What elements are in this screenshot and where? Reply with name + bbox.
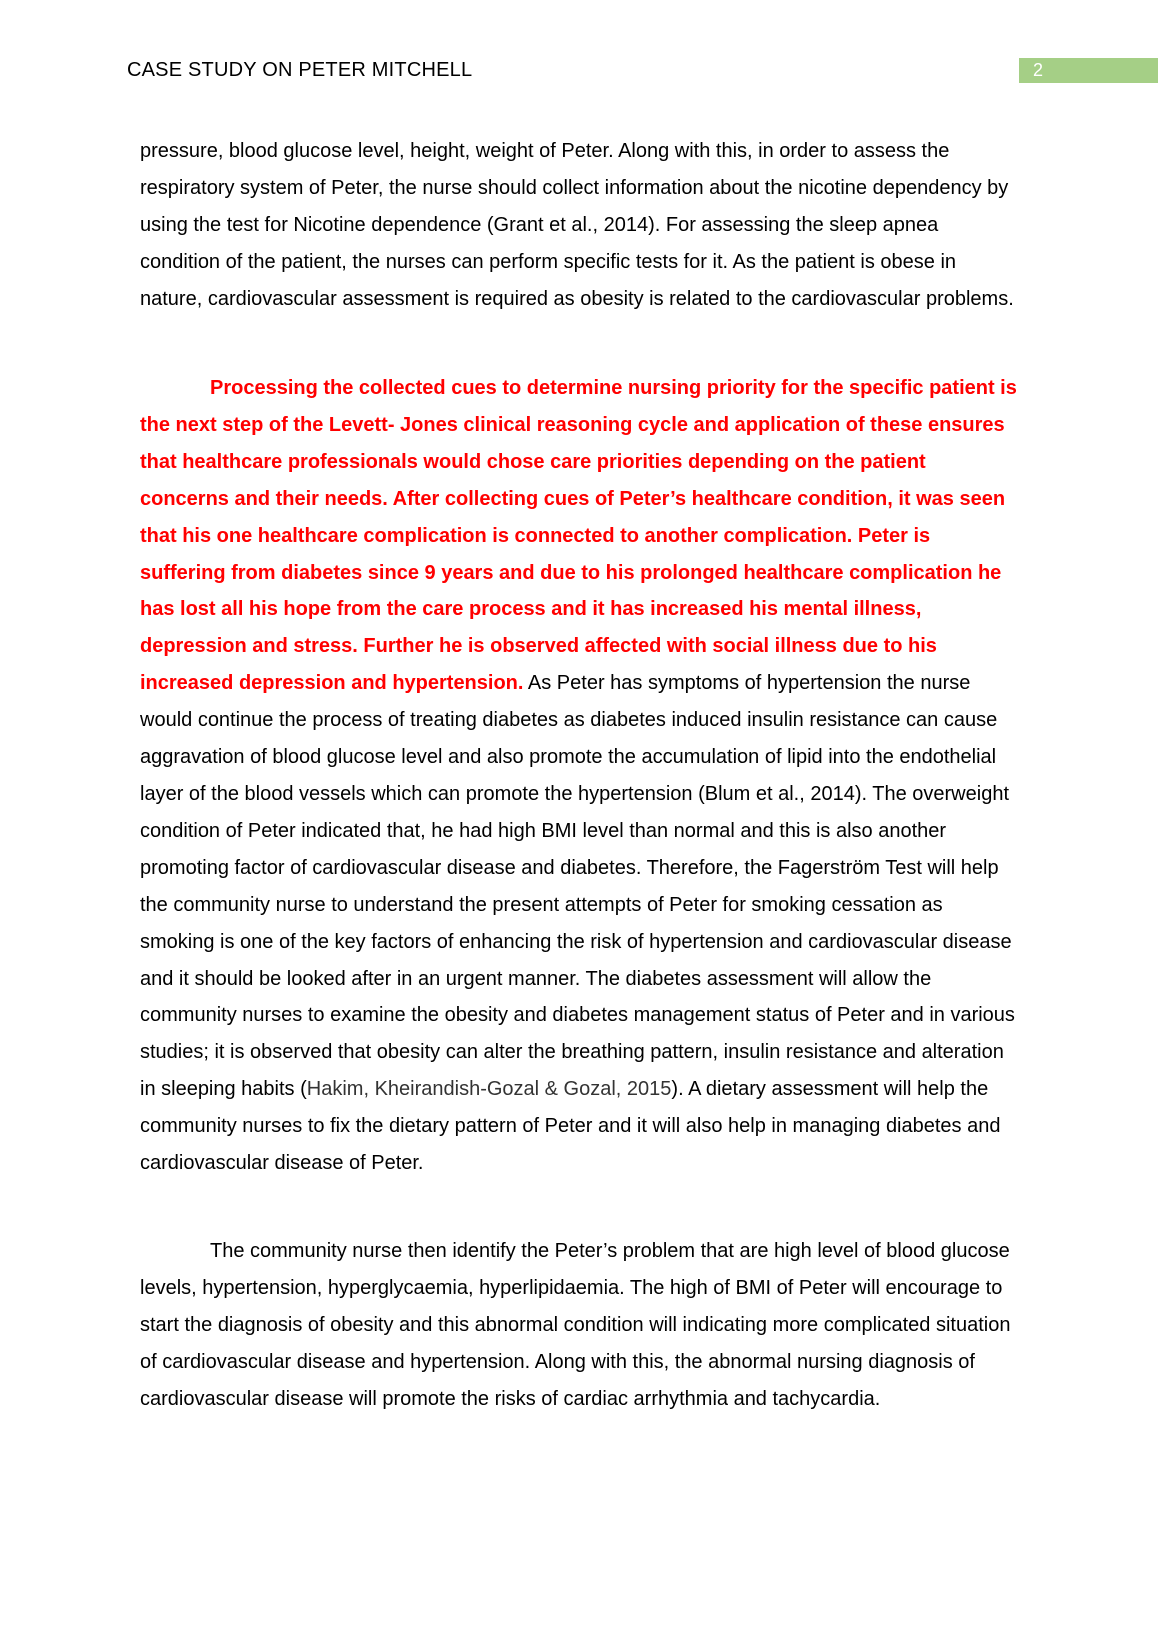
page-number: 2 [1033, 60, 1044, 80]
paragraph-3-text: The community nurse then identify the Peter’s problem that are high level of blood glucose levels, hypertension, hyperglycaemia, hyperlipidaemia. The high of BMI of Peter will encourage to start the diagnosis of obesity and this abnormal condition will indicating more complicated situation of cardiovascular disease and hypertension. Along with this, the abnormal nursing diagnosis of cardiovascular disease will promote the risks of cardiac arrhythmia and tachycardia. [140, 1240, 1011, 1410]
paragraph-2-text: As Peter has symptoms of hypertension the nurse would continue the process of treating diabetes as diabetes induced insulin resistance can cause aggravation of blood glucose level and also promote the accumulation of lipid into the endothelial layer of the blood vessels which can promote the hypertension (Blum et al., 2014). The overweight condition of Peter indicated that, he had high BMI level than normal and this is also another promoting factor of cardiovascular disease and diabetes. Therefore, the Fagerström Test will help the community nurse to understand the present attempts of Peter for smoking cessation as smoking is one of the key factors of enhancing the risk of hypertension and cardiovascular disease and it should be looked after in an urgent manner. The diabetes assessment will allow the community nurses to examine the obesity and diabetes management status of Peter and in various studies; it is observed that obesity can alter the breathing pattern, insulin resistance and alteration in sleeping habits ( [140, 672, 1015, 1101]
citation: Hakim, Kheirandish-Gozal & Gozal, 2015 [306, 1078, 672, 1101]
paragraph-2-tail: ). A dietary assessment will help the community nurses to fix the dietary pattern of Peter and it will also help in managing diabetes and cardiovascular disease of Peter. [140, 1078, 1001, 1175]
paragraph-1-text: pressure, blood glucose level, height, weight of Peter. Along with this, in order to assess the respiratory system of Peter, the nurse should collect information about the nicotine dependency by using the test for Nicotine dependence (Grant et al., 2014). For assessing the sleep apnea condition of the patient, the nurses can perform specific tests for it. As the patient is obese in nature, cardiovascular assessment is required as obesity is related to the cardiovascular problems. [140, 140, 1014, 310]
highlighted-text: Processing the collected cues to determine nursing priority for the specific patient is the next step of the Levett- Jones clinical reasoning cycle and application of these ensures that healthcare professionals would chose care priorities depending on the patient concerns and their needs. After collecting cues of Peter’s healthcare condition, it was seen that his one healthcare complication is connected to another complication. Peter is suffering from diabetes since 9 years and due to his prolonged healthcare complication he has lost all his hope from the care process and it has increased his mental illness, depression and stress. Further he is observed affected with social illness due to his increased depression and hypertension. [140, 377, 1017, 695]
page-number-badge [1019, 58, 1158, 83]
running-header-title: CASE STUDY ON PETER MITCHELL [127, 59, 473, 81]
paragraph-3 [140, 1233, 1020, 1418]
paragraph-2 [140, 370, 1020, 1182]
paragraph-1 [140, 133, 1020, 318]
